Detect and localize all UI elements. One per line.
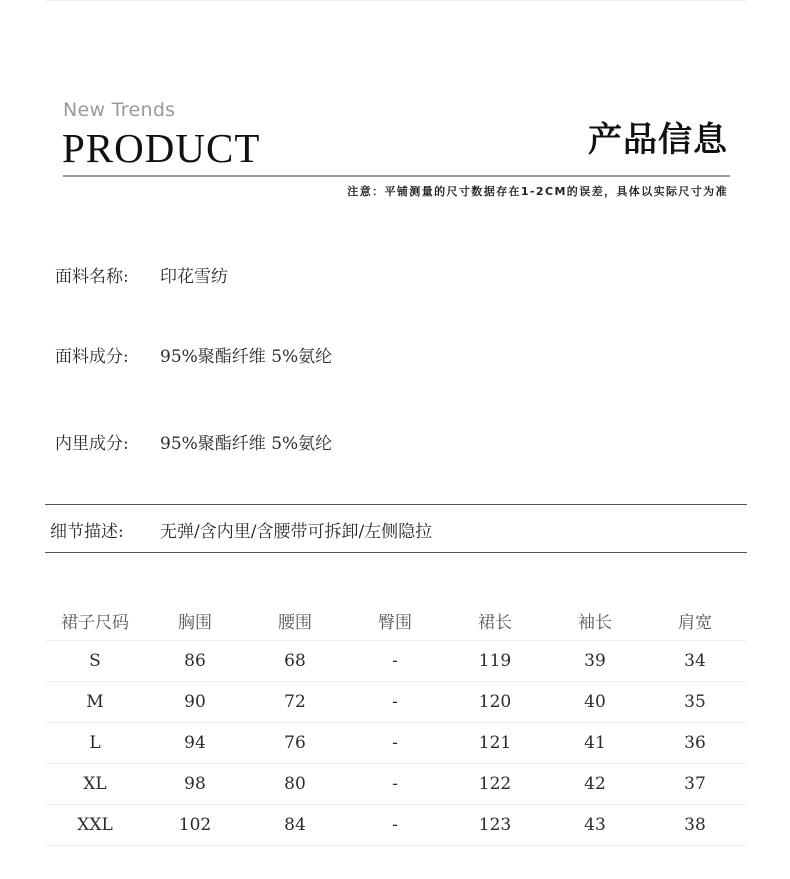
table-row — [45, 682, 747, 723]
header-cell-shoulder: 肩宽 — [678, 612, 712, 633]
detail-top-divider — [45, 504, 747, 505]
table-row — [45, 764, 747, 805]
table-cell: 72 — [284, 692, 306, 712]
table-cell: 41 — [584, 733, 606, 753]
table-cell: 84 — [284, 815, 306, 835]
header-cell-sleeve-length: 袖长 — [578, 612, 612, 633]
fabric-name-value: 印花雪纺 — [160, 267, 228, 287]
table-row — [45, 723, 747, 764]
table-cell: 39 — [584, 651, 606, 671]
table-cell: 119 — [478, 651, 512, 671]
table-row — [45, 641, 747, 682]
table-cell: 123 — [478, 815, 512, 835]
header-title: PRODUCT — [62, 125, 261, 171]
header-cell-hip: 臀围 — [378, 612, 412, 633]
table-cell: 37 — [684, 774, 706, 794]
table-cell: - — [392, 733, 398, 753]
table-cell: 102 — [178, 815, 212, 835]
table-cell: 35 — [684, 692, 706, 712]
measurement-note: 注意：平铺测量的尺寸数据存在1-2CM的误差，具体以实际尺寸为准 — [347, 185, 728, 198]
header-subtitle: New Trends — [63, 99, 176, 121]
table-cell: - — [392, 651, 398, 671]
detail-description-row — [50, 517, 432, 542]
section-title: 产品信息 — [588, 120, 728, 160]
table-cell: XL — [83, 774, 107, 794]
fabric-composition-row — [55, 342, 332, 367]
table-cell: - — [392, 692, 398, 712]
detail-bottom-divider — [45, 552, 747, 553]
header-divider — [63, 175, 730, 177]
table-row — [45, 805, 747, 846]
lining-composition-value: 95%聚酯纤维 5%氨纶 — [160, 434, 333, 454]
detail-description-value: 无弹/含内里/含腰带可拆卸/左侧隐拉 — [160, 522, 433, 542]
table-cell: 68 — [284, 651, 306, 671]
table-cell: S — [89, 651, 101, 671]
detail-description-label: 细节描述: — [50, 522, 124, 542]
header-cell-skirt-length: 裙长 — [478, 612, 512, 633]
table-cell: 42 — [584, 774, 606, 794]
size-table-header — [45, 600, 747, 641]
top-divider — [45, 0, 747, 1]
table-cell: 121 — [478, 733, 512, 753]
table-cell: 122 — [478, 774, 512, 794]
lining-composition-row — [55, 429, 332, 454]
table-cell: - — [392, 774, 398, 794]
lining-composition-label: 内里成分: — [55, 434, 129, 454]
table-cell: 94 — [184, 733, 206, 753]
fabric-name-row — [55, 262, 228, 287]
table-cell: 34 — [684, 651, 706, 671]
table-cell: 98 — [184, 774, 206, 794]
fabric-name-label: 面料名称: — [55, 267, 129, 287]
table-cell: 80 — [284, 774, 306, 794]
table-cell: 120 — [478, 692, 512, 712]
table-cell: 40 — [584, 692, 606, 712]
table-cell: - — [392, 815, 398, 835]
table-cell: 76 — [284, 733, 306, 753]
fabric-composition-value: 95%聚酯纤维 5%氨纶 — [160, 347, 333, 367]
size-table — [45, 600, 747, 846]
table-cell: 38 — [684, 815, 706, 835]
table-cell: 36 — [684, 733, 706, 753]
header-cell-bust: 胸围 — [178, 612, 212, 633]
table-cell: 86 — [184, 651, 206, 671]
table-cell: 90 — [184, 692, 206, 712]
header-cell-waist: 腰围 — [278, 612, 312, 633]
table-cell: M — [86, 692, 104, 712]
table-cell: L — [89, 733, 101, 753]
header-cell-size: 裙子尺码 — [61, 612, 129, 633]
table-cell: 43 — [584, 815, 606, 835]
table-cell: XXL — [77, 815, 113, 835]
fabric-composition-label: 面料成分: — [55, 347, 129, 367]
